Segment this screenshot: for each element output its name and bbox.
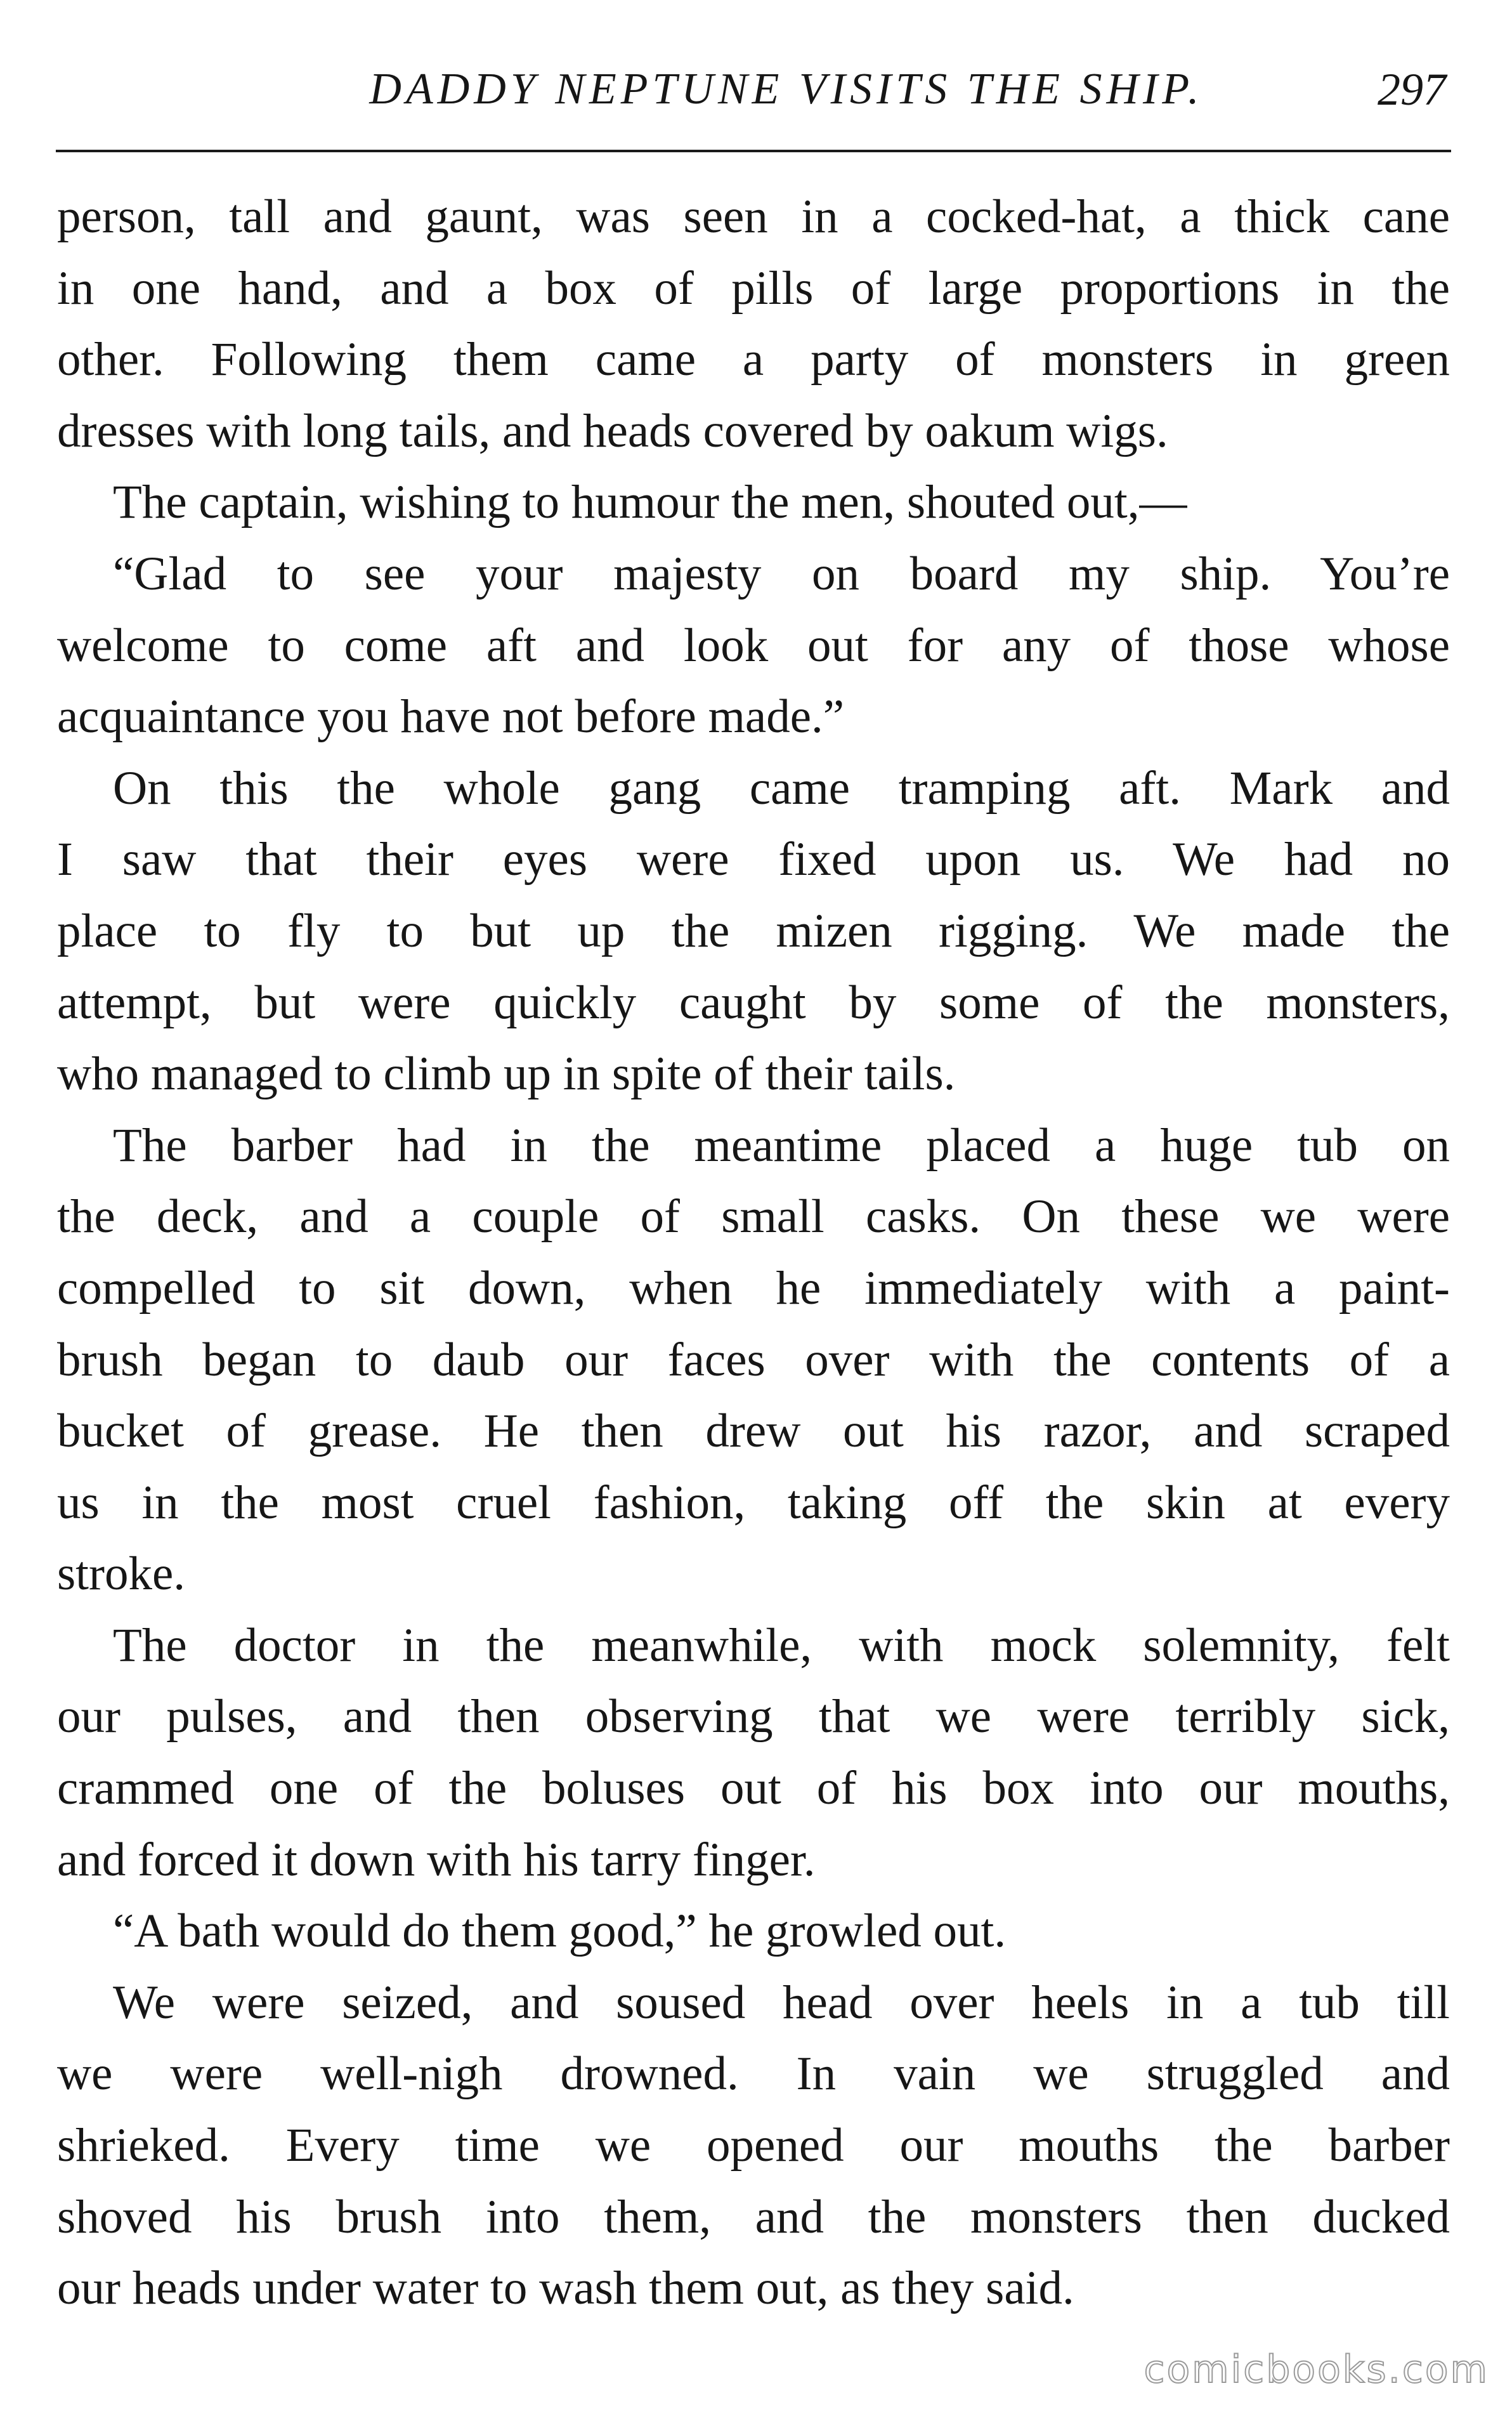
text-line: The barber had in the meantime placed a huge tub on: [113, 1119, 1450, 1172]
text-line: we were well-nigh drowned. In vain we struggled and: [57, 2047, 1450, 2101]
text-line: and forced it down with his tarry finger.: [57, 1833, 816, 1886]
text-line: shoved his brush into them, and the monsters then ducked: [57, 2190, 1450, 2243]
text-line: in one hand, and a box of pills of large proportions in the: [57, 261, 1450, 315]
text-line: crammed one of the boluses out of his box into our mouths,: [57, 1762, 1450, 1815]
text-line: bucket of grease. He then drew out his razor, and scraped: [57, 1405, 1450, 1458]
body-text: [57, 181, 1450, 2325]
text-line: the deck, and a couple of small casks. On these we were: [57, 1190, 1450, 1243]
running-head: [57, 55, 1452, 124]
text-line: compelled to sit down, when he immediately with a paint-: [57, 1261, 1450, 1315]
text-line: place to fly to but up the mizen rigging. We made the: [57, 904, 1450, 957]
text-line: We were seized, and soused head over heels in a tub till: [113, 1976, 1450, 2029]
running-title: DADDY NEPTUNE VISITS THE SHIP.: [369, 65, 1204, 114]
watermark: comicbooks.com: [1144, 2347, 1489, 2392]
text-line: our pulses, and then observing that we were terribly sick,: [57, 1690, 1450, 1743]
text-line: I saw that their eyes were fixed upon us. We had no: [57, 833, 1450, 886]
text-line: welcome to come aft and look out for any of those whose: [57, 619, 1450, 672]
text-line: acquaintance you have not before made.”: [57, 690, 845, 744]
page-number: 297: [1378, 64, 1446, 115]
text-line: attempt, but were quickly caught by some of the monsters,: [57, 976, 1450, 1029]
text-line: other. Following them came a party of monsters in green: [57, 333, 1450, 386]
text-line: The doctor in the meanwhile, with mock solemnity, felt: [113, 1618, 1450, 1672]
text-line: stroke.: [57, 1547, 186, 1601]
text-line: dresses with long tails, and heads covered by oakum wigs.: [57, 404, 1168, 457]
header-rule: [56, 150, 1451, 152]
text-line: us in the most cruel fashion, taking off the skin at every: [57, 1476, 1450, 1529]
text-line: “A bath would do them good,” he growled out.: [113, 1905, 1007, 1958]
text-line: brush began to daub our faces over with the contents of a: [57, 1333, 1450, 1386]
text-line: “Glad to see your majesty on board my ship. You’re: [113, 547, 1450, 600]
text-line: shrieked. Every time we opened our mouths the barber: [57, 2119, 1450, 2172]
text-line: The captain, wishing to humour the men, shouted out,—: [113, 476, 1187, 529]
text-line: our heads under water to wash them out, as they said.: [57, 2262, 1074, 2315]
text-line: who managed to climb up in spite of their tails.: [57, 1047, 956, 1101]
text-line: person, tall and gaunt, was seen in a cocked-hat, a thick cane: [57, 190, 1450, 243]
text-line: On this the whole gang came tramping aft. Mark and: [113, 761, 1450, 815]
